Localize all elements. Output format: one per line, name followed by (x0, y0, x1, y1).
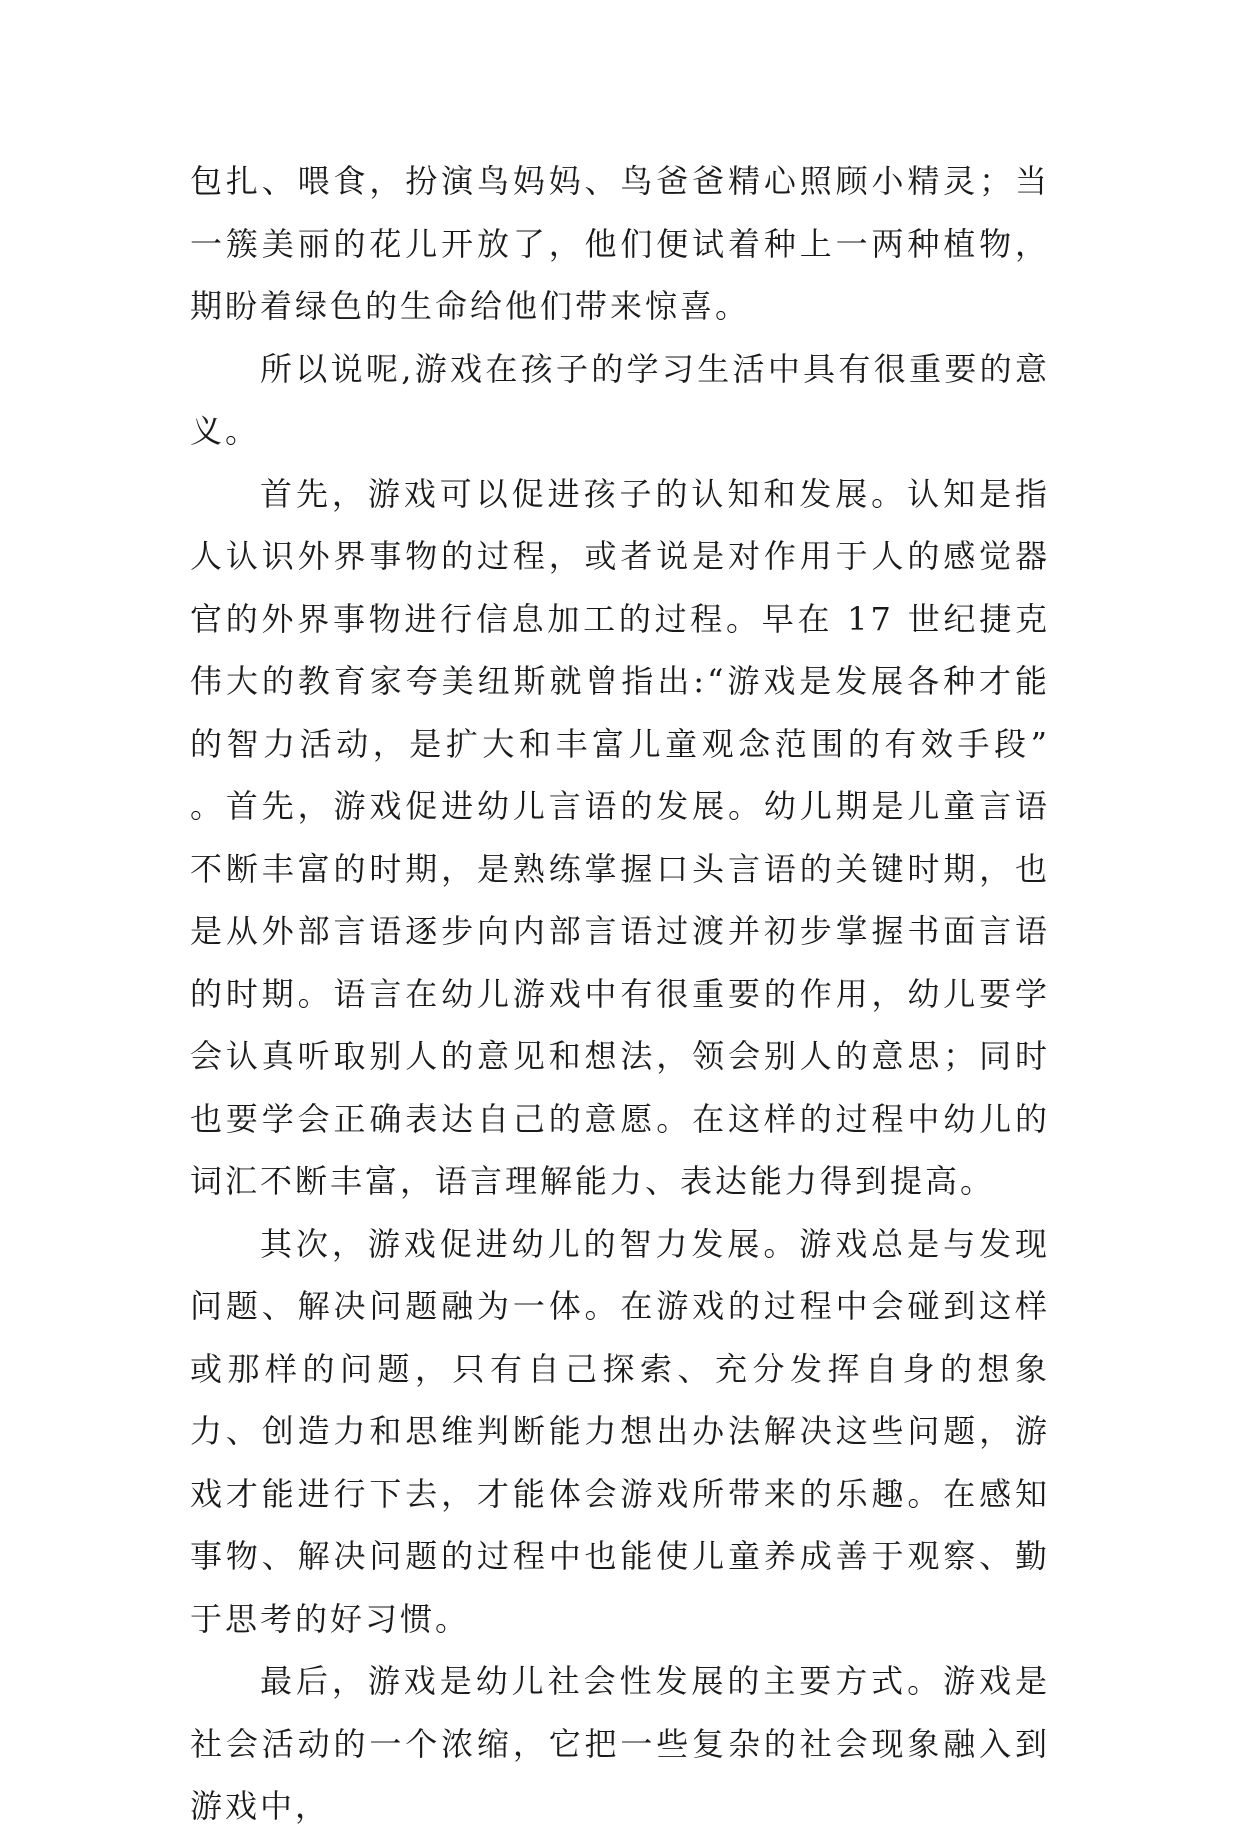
paragraph-social: 最后，游戏是幼儿社会性发展的主要方式。游戏是社会活动的一个浓缩，它把一些复杂的社会现象融入到游戏中， (190, 1662, 1050, 1825)
paragraph-significance: 所以说呢,游戏在孩子的学习生活中具有很重要的意义。 (190, 349, 1050, 450)
paragraph-cognition: 首先，游戏可以促进孩子的认知和发展。认知是指人认识外界事物的过程，或者说是对作用于人的感觉器官的外界事物进行信息加工的过程。早在 17 世纪捷克伟大的教育家夸美纽斯就曾指出:“游戏是发展各种才能的智力活动，是扩大和丰富儿童观念范围的有效手段” 。首先，游戏促进幼儿言语的发展。幼儿期是儿童言语不断丰富的时期，是熟练掌握口头言语的关键时期，也是从外部言语逐步向内部言语过渡并初步掌握书面言语的时期。语言在幼儿游戏中有很重要的作用，幼儿要学会认真听取别人的意见和想法，领会别人的意思；同时也要学会正确表达自己的意愿。在这样的过程中幼儿的词汇不断丰富，语言理解能力、表达能力得到提高。 (190, 474, 1050, 1200)
paragraph-continued: 包扎、喂食，扮演鸟妈妈、鸟爸爸精心照顾小精灵；当一簇美丽的花儿开放了，他们便试着种上一两种植物，期盼着绿色的生命给他们带来惊喜。 (190, 162, 1050, 325)
paragraph-intelligence: 其次，游戏促进幼儿的智力发展。游戏总是与发现问题、解决问题融为一体。在游戏的过程中会碰到这样或那样的问题，只有自己探索、充分发挥自身的想象力、创造力和思维判断能力想出办法解决这些问题，游戏才能进行下去，才能体会游戏所带来的乐趣。在感知事物、解决问题的过程中也能使儿童养成善于观察、勤于思考的好习惯。 (190, 1224, 1050, 1638)
body-text (190, 150, 1050, 1838)
